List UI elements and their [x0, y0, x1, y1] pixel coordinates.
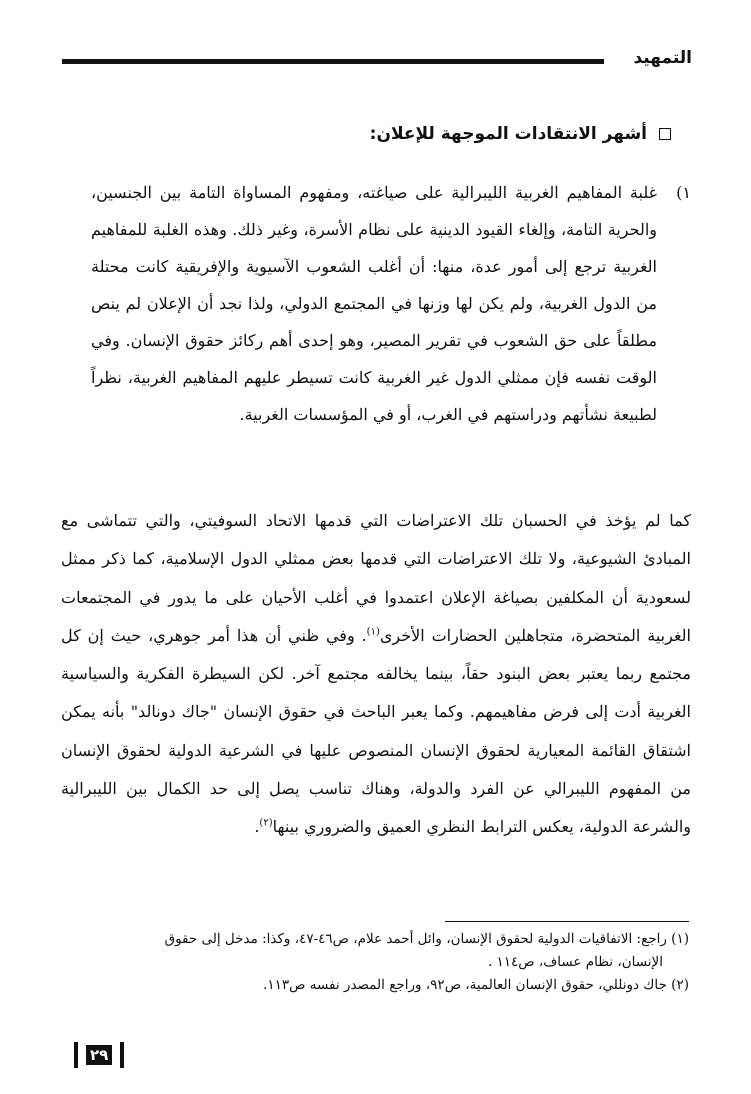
list-item	[91, 174, 691, 433]
paragraph-part-3: .	[254, 817, 260, 837]
paragraph-part-1: كما لم يؤخذ في الحسبان تلك الاعتراضات التي قدمها الاتحاد السوفيتي، والتي تتماشى مع المبادئ الشيوعية، ولا تلك الاعتراضات التي قدمها بعض ممثلي الدول الإسلامية، كما ذكر ممثل لسعودية أن المكلفين بصياغة الإعلان اعتمدوا في أغلب الأحيان على ما يدور في المجتمعات الغربية المتحضرة، متجاهلين الحضارات الأخرى	[61, 511, 692, 645]
square-bullet-icon	[659, 128, 671, 140]
footnote-ref-1[interactable]: (١)	[366, 626, 380, 638]
paragraph-part-2: . وفي ظني أن هذا أمر جوهري، حيث إن كل مجتمع ربما يعتبر بعض البنود حقاً، بينما يخالفه مجتمع آخر. لكن السيطرة الفكرية والسياسية الغربية أدت إلى فرض مفاهيمهم. وكما يعبر الباحث في حقوق الإنسان "جاك دونالد" بأنه يمكن اشتقاق القائمة المعيارية لحقوق الإنسان المنصوص عليها في الشرعية الدولية لحقوق الإنسان من المفهوم الليبرالي عن الفرد والدولة، وهناك تناسب يصل إلى حد الكمال بين الليبرالية والشرعة الدولية، يعكس الترابط النظري العميق والضروري بينها	[61, 625, 691, 837]
body-paragraph-text	[61, 502, 691, 847]
page-number-box	[74, 1042, 124, 1068]
body-paragraph	[61, 502, 691, 847]
footnotes	[67, 928, 689, 997]
footnote-1-line-1: راجع: الاتفاقيات الدولية لحقوق الإنسان، وائل أحمد علام، ص٤٦-٤٧، وكذا: مدخل إلى حقوق	[164, 931, 667, 947]
footnote-1-line-2: الإنسان، نظام عساف، ص١١٤ .	[487, 954, 663, 970]
footnote-ref-2[interactable]: (٢)	[259, 818, 273, 830]
section-heading-text: أشهر الانتقادات الموجهة للإعلان:	[369, 124, 647, 144]
footnote-2-marker: (٢)	[671, 977, 689, 993]
footnote-2	[67, 974, 689, 997]
footnote-rule	[445, 921, 689, 922]
page-number: ٢٩	[86, 1045, 112, 1065]
section-heading	[370, 120, 671, 148]
list-item-text: غلبة المفاهيم الغربية الليبرالية على صياغته، ومفهوم المساواة التامة بين الجنسين، والحرية التامة، وإلغاء القيود الدينية على نظام الأسرة، وغير ذلك. وهذه الغلبة للمفاهيم الغربية ترجع إلى أمور عدة، منها: أن أغلب الشعوب الآسيوية والإفريقية كانت محتلة من الدول الغربية، ولم يكن لها وزنها في المجتمع الدولي، ولذا نجد أن الإعلان لم ينص مطلقاً على حق الشعوب في تقرير المصير، وهو إحدى أهم ركائز حقوق الإنسان. وفي الوقت نفسه فإن ممثلي الدول غير الغربية كانت تسيطر عليهم المفاهيم الغربية، نظراً لطبيعة نشأتهم ودراستهم في الغرب، أو في المؤسسات الغربية.	[91, 183, 658, 424]
running-header	[62, 44, 692, 72]
footnote-2-line-1: جاك دونللي، حقوق الإنسان العالمية، ص٩٢، وراجع المصدر نفسه ص١١٣.	[263, 977, 667, 993]
header-title: التمهيد	[633, 48, 692, 68]
footnote-1-marker: (١)	[671, 931, 689, 947]
header-rule	[62, 59, 604, 64]
footnote-1	[67, 928, 689, 974]
list-item-number: ١)	[676, 183, 691, 202]
